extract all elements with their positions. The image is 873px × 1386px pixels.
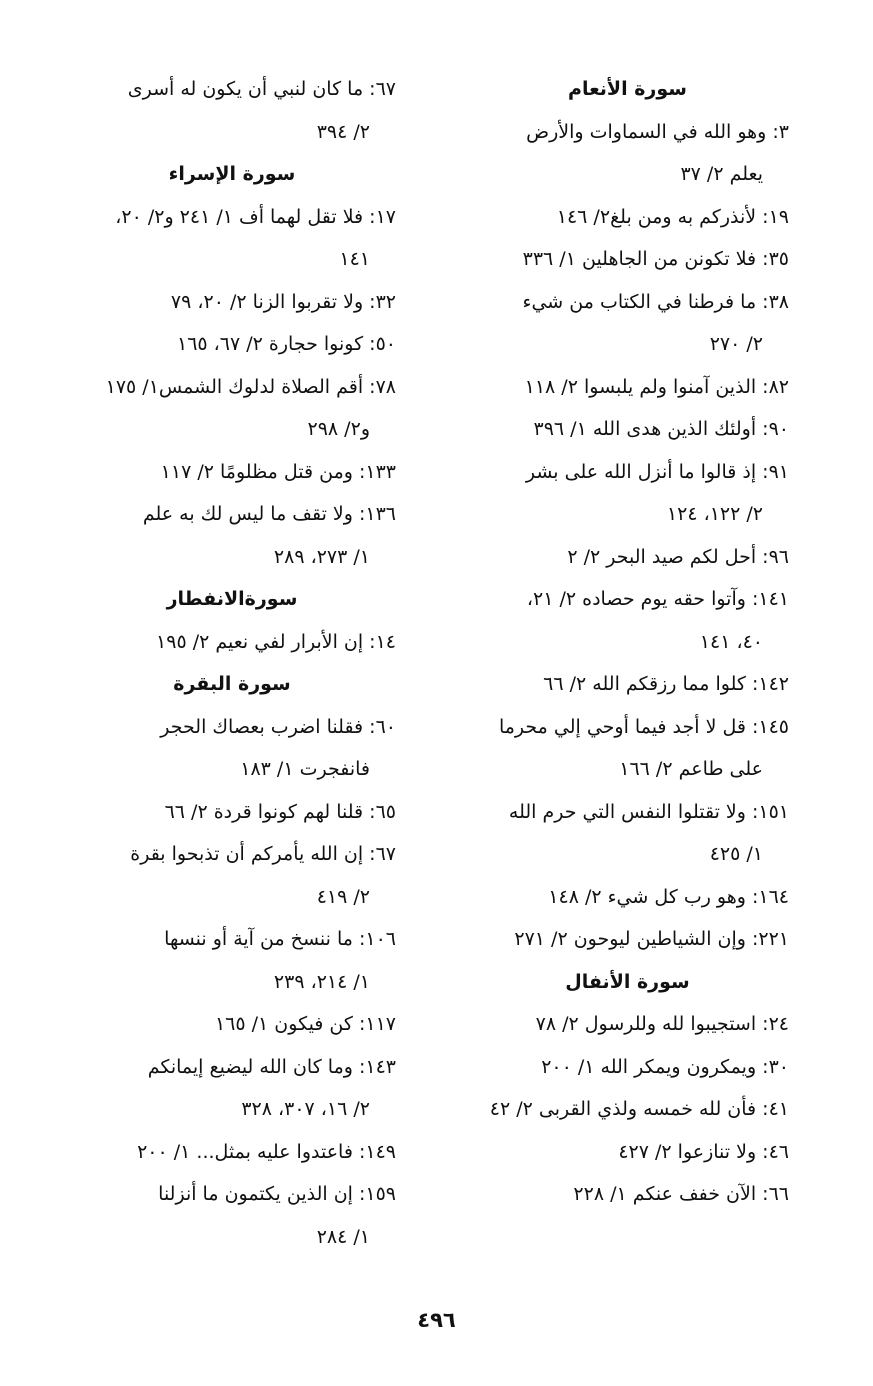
index-entry: ١٤: إن الأبرار لفي نعيم ٢/ ١٩٥ (156, 630, 396, 653)
index-entry-continuation: ١/ ٤٢٥ (709, 843, 763, 865)
index-entry: ٦٥: قلنا لهم كونوا قردة ٢/ ٦٦ (164, 800, 396, 823)
surah-heading: سورة الأنفال (565, 970, 690, 993)
index-entry-continuation: فانفجرت ١/ ١٨٣ (240, 758, 370, 780)
index-entry: ٥٠: كونوا حجارة ٢/ ٦٧، ١٦٥ (176, 333, 396, 355)
index-entry: ١٥١: ولا تقتلوا النفس التي حرم الله (508, 800, 789, 823)
index-entry-continuation: ١/ ٢٧٣، ٢٨٩ (273, 545, 370, 568)
index-entry: ١٤٢: كلوا مما رزقكم الله ٢/ ٦٦ (543, 673, 789, 695)
index-entry-continuation: يعلم ٢/ ٣٧ (680, 163, 763, 185)
index-entry: ١٥٩: إن الذين يكتمون ما أنزلنا (158, 1183, 396, 1205)
index-entry: ٦٦: الآن خفف عنكم ١/ ٢٢٨ (573, 1183, 789, 1205)
index-entry: ١٠٦: ما ننسخ من آية أو ننسها (164, 928, 396, 950)
index-entry: ٩١: إذ قالوا ما أنزل الله على بشر (525, 460, 789, 483)
index-entry-continuation: ٢/ ١٢٢، ١٢٤ (666, 503, 763, 525)
index-entry: ٢٤: استجيبوا لله وللرسول ٢/ ٧٨ (535, 1013, 789, 1035)
index-entry-continuation: ٢/ ٢٧٠ (709, 333, 763, 355)
index-entry: ١٤٥: قل لا أجد فيما أوحي إلي محرما (498, 715, 789, 738)
left-column (68, 68, 396, 1258)
index-entry: ٢٢١: وإن الشياطين ليوحون ٢/ ٢٧١ (514, 928, 789, 950)
index-entry: ٣٨: ما فرطنا في الكتاب من شيء (522, 290, 789, 313)
index-entry: ٣٠: ويمكرون ويمكر الله ١/ ٢٠٠ (541, 1055, 789, 1078)
index-entry: ٣٢: ولا تقربوا الزنا ٢/ ٢٠، ٧٩ (170, 290, 396, 313)
index-entry-continuation: ١/ ٢٨٤ (316, 1225, 370, 1248)
index-entry: ١٧: فلا تقل لهما أف ١/ ٢٤١ و٢/ ٢٠، (115, 205, 396, 228)
surah-heading: سورةالانفطار (166, 588, 298, 610)
index-entry: ٣٥: فلا تكونن من الجاهلين ١/ ٣٣٦ (522, 248, 789, 270)
index-entry: ١٣٣: ومن قتل مظلومًا ٢/ ١١٧ (160, 460, 396, 483)
index-entry-continuation: ٢/ ٣٩٤ (316, 120, 370, 143)
index-entry: ١٦٤: وهو رب كل شيء ٢/ ١٤٨ (548, 885, 789, 908)
index-entry-continuation: ١٤١ (339, 248, 370, 270)
index-entry: ١٩: لأنذركم به ومن بلغ٢/ ١٤٦ (556, 205, 789, 228)
right-column (466, 68, 789, 1216)
index-entry: ٤١: فأن لله خمسه ولذي القربى ٢/ ٤٢ (489, 1098, 789, 1120)
index-entry: ٨٢: الذين آمنوا ولم يلبسوا ٢/ ١١٨ (524, 375, 789, 398)
index-entry-continuation: على طاعم ٢/ ١٦٦ (619, 758, 763, 780)
surah-heading: سورة البقرة (173, 673, 291, 695)
index-entry: ٩٠: أولئك الذين هدى الله ١/ ٣٩٦ (533, 418, 789, 440)
index-entry: ٦٧: إن الله يأمركم أن تذبحوا بقرة (130, 843, 396, 865)
index-entry-continuation: و٢/ ٢٩٨ (307, 418, 370, 440)
index-entry: ٣: وهو الله في السماوات والأرض (526, 120, 789, 143)
index-entry-continuation: ٢/ ١٦، ٣٠٧، ٣٢٨ (241, 1098, 370, 1120)
surah-heading: سورة الإسراء (168, 163, 296, 185)
page-number: ٤٩٦ (417, 1308, 456, 1332)
index-entry: ٤٦: ولا تنازعوا ٢/ ٤٢٧ (618, 1140, 789, 1163)
index-entry: ٦٠: فقلنا اضرب بعصاك الحجر (160, 715, 396, 738)
index-entry-continuation: ٤٠، ١٤١ (699, 630, 763, 653)
index-entry-continuation: ١/ ٢١٤، ٢٣٩ (273, 970, 370, 993)
index-entry-continuation: ٢/ ٤١٩ (316, 885, 370, 908)
index-entry: ١٣٦: ولا تقف ما ليس لك به علم (142, 503, 396, 525)
index-entry: ١٤٣: وما كان الله ليضيع إيمانكم (147, 1055, 396, 1078)
surah-heading: سورة الأنعام (568, 78, 687, 100)
index-entry: ١٤١: وآتوا حقه يوم حصاده ٢/ ٢١، (526, 588, 789, 610)
index-entry: ١١٧: كن فيكون ١/ ١٦٥ (214, 1013, 396, 1035)
index-entry: ٩٦: أحل لكم صيد البحر ٢/ ٢ (567, 545, 789, 568)
index-entry: ٧٨: أقم الصلاة لدلوك الشمس١/ ١٧٥ (105, 375, 396, 398)
index-entry: ١٤٩: فاعتدوا عليه بمثل... ١/ ٢٠٠ (137, 1140, 396, 1163)
index-entry: ٦٧: ما كان لنبي أن يكون له أسرى (127, 78, 396, 100)
